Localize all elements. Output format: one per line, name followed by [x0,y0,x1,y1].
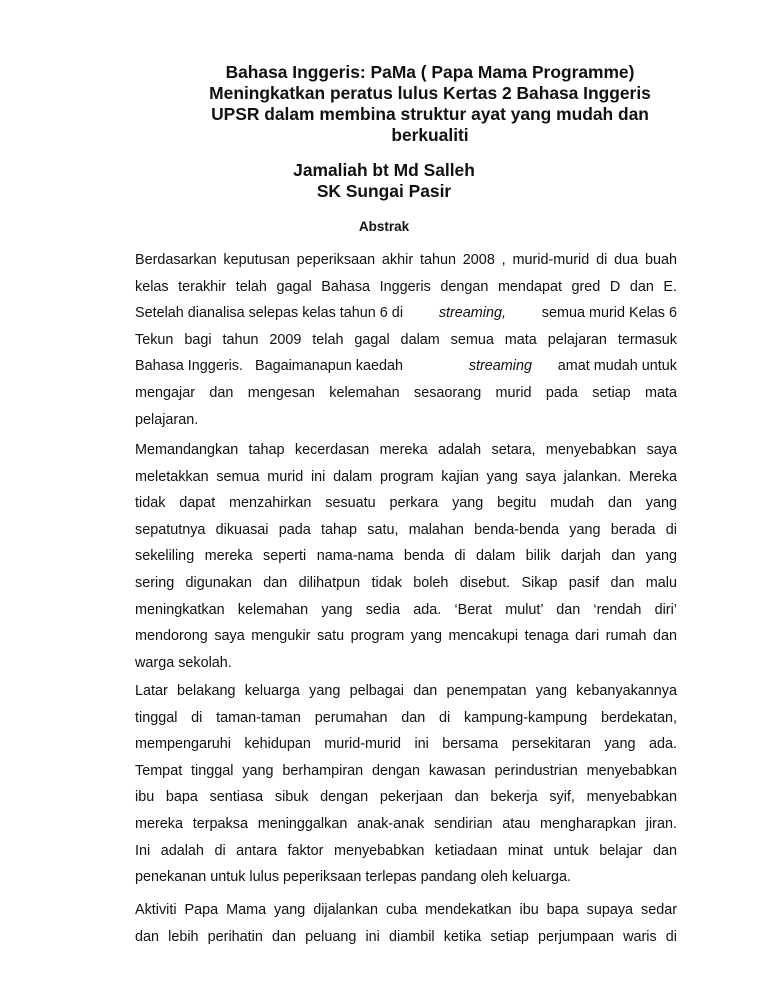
italic-term: streaming [468,358,532,375]
text-line: pelajaran. [135,411,199,428]
text-line: warga sekolah. [135,654,232,671]
author-school: SK Sungai Pasir [316,181,452,201]
text-line: sering digunakan dan dilihatpun tidak boleh disebut. Sikap pasif dan malu [135,574,677,591]
text-segment: semua murid Kelas 6 [541,305,677,322]
text-line: tidak dapat menzahirkan sesuatu perkara yang begitu mudah dan yang [135,495,677,512]
text-line: ibu bapa sentiasa sibuk dengan pekerjaan dan bekerja syif, menyebabkan [135,789,677,806]
paragraph-2 [135,437,677,676]
text-segment: amat mudah untuk [557,358,677,375]
text-line: Berdasarkan keputusan peperiksaan akhir tahun 2008 , murid-murid di dua buah [135,252,677,268]
italic-term: streaming, [438,305,506,322]
text-line: tinggal di taman-taman perumahan dan di kampung-kampung berdekatan, [135,709,677,726]
text-line: Aktiviti Papa Mama yang dijalankan cuba mendekatkan ibu bapa supaya sedar [135,902,677,918]
text-line: Ini adalah di antara faktor menyebabkan ketiadaan minat untuk belajar dan [135,842,677,859]
text-line: meletakkan semua murid ini dalam program kajian yang saya jalankan. Mereka [135,468,677,485]
text-line: sekeliling mereka seperti nama-nama benda di dalam bilik darjah dan yang [135,548,677,565]
author-block [0,160,768,202]
text-line: dan lebih perihatin dan peluang ini diambil ketika setiap perjumpaan waris di [135,928,677,945]
text-segment: Bahasa Inggeris. Bagaimanapun kaedah [135,358,404,375]
text-line [135,300,677,327]
text-line: mengajar dan mengesan kelemahan sesaorang murid pada setiap mata [135,384,677,401]
paragraph-4 [135,897,677,950]
section-heading: Abstrak [358,219,410,234]
title-line: UPSR dalam membina struktur ayat yang mudah dan [211,104,649,124]
title-line: Meningkatkan peratus lulus Kertas 2 Bahasa Inggeris [209,83,651,103]
text-line: meningkatkan kelemahan yang sedia ada. ‘Berat mulut’ dan ‘rendah diri’ [135,601,677,618]
title-line: Bahasa Inggeris: PaMa ( Papa Mama Programme) [225,62,635,82]
text-line: sepatutnya dikuasai pada tahap satu, malahan benda-benda yang berada di [135,521,677,538]
text-line: Latar belakang keluarga yang pelbagai dan penempatan yang kebanyakannya [135,683,677,699]
text-line: mereka terpaksa meninggalkan anak-anak sendirian atau mengharapkan jiran. [135,815,677,832]
text-segment: Setelah dianalisa selepas kelas tahun 6 di [135,305,404,322]
text-line: Tempat tinggal yang berhampiran dengan kawasan perindustrian menyebabkan [135,762,677,779]
text-line: Tekun bagi tahun 2009 telah gagal dalam semua mata pelajaran termasuk [135,331,677,348]
text-line: penekanan untuk lulus peperiksaan terlepas pandang oleh keluarga. [135,869,572,886]
author-name: Jamaliah bt Md Salleh [293,160,475,180]
text-line: kelas terakhir telah gagal Bahasa Inggeris dengan mendapat gred D dan E. [135,278,677,295]
text-line: Memandangkan tahap kecerdasan mereka adalah setara, menyebabkan saya [135,442,677,458]
title-line: berkualiti [391,125,469,145]
paragraph-1 [135,247,677,433]
text-line [135,353,677,380]
text-line: mendorong saya mengukir satu program yang mencakupi tenaga dari rumah dan [135,628,677,645]
text-line: mempengaruhi kehidupan murid-murid ini bersama persekitaran yang ada. [135,736,677,753]
document-title [160,62,700,146]
paragraph-3 [135,678,677,891]
